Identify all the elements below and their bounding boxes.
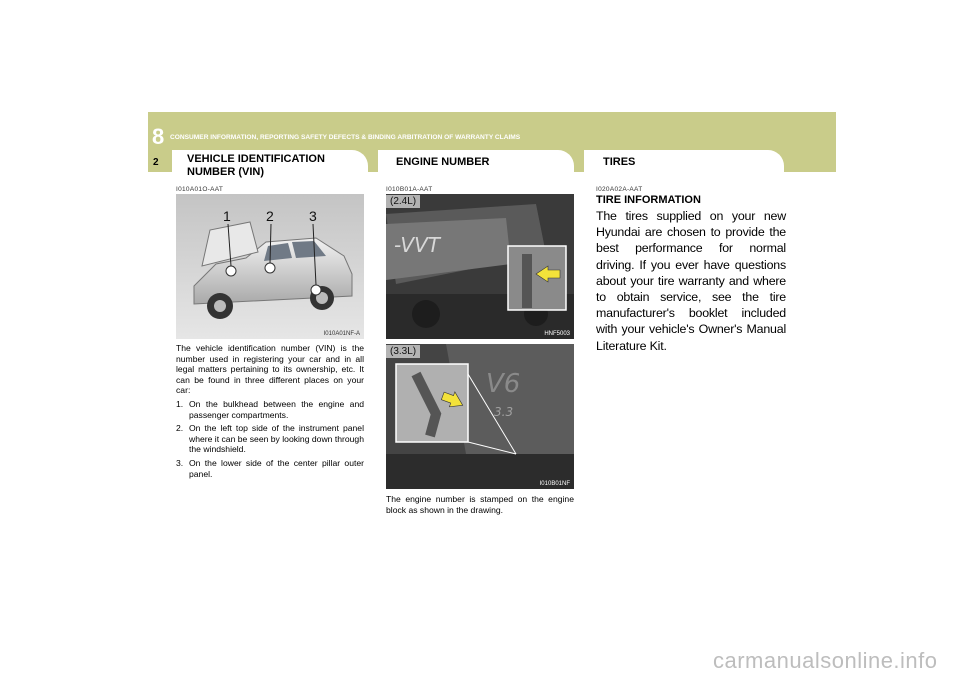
- tires-code: I020A02A-AAT: [596, 186, 643, 193]
- callout-1: 1: [223, 208, 231, 224]
- callout-2: 2: [266, 208, 274, 224]
- engine-33-image: [386, 344, 574, 489]
- list-number: 2.: [176, 423, 184, 434]
- engine-33-illustration: [386, 344, 574, 489]
- chapter-title: CONSUMER INFORMATION, REPORTING SAFETY DEFECTS & BINDING ARBITRATION OF WARRANTY CLAIMS: [170, 134, 521, 141]
- vin-title-line1: VEHICLE IDENTIFICATION: [187, 153, 325, 165]
- engine-title: ENGINE NUMBER: [396, 156, 490, 168]
- svg-text:V6: V6: [486, 369, 521, 399]
- vin-location-list: [176, 399, 364, 479]
- engine-description: The engine number is stamped on the engine block as shown in the drawing.: [386, 494, 574, 515]
- engine-33-caption: I010B01NF: [539, 481, 570, 487]
- engine-24-label: (2.4L): [386, 195, 420, 208]
- vin-image-caption: I010A01NF-A: [323, 331, 360, 337]
- list-text: On the lower side of the center pillar outer panel.: [189, 457, 364, 479]
- svg-text:3.3: 3.3: [494, 405, 514, 419]
- vin-description: [176, 343, 364, 479]
- vin-title-line2: NUMBER (VIN): [187, 166, 264, 178]
- list-item: [176, 458, 364, 479]
- page-number: 2: [153, 157, 159, 168]
- list-text: On the left top side of the instrument panel where it can be seen by looking down through the windshield.: [189, 423, 364, 455]
- list-item: [176, 399, 364, 420]
- engine-24-illustration: [386, 194, 574, 339]
- vin-title: [187, 153, 325, 179]
- tire-information-heading: TIRE INFORMATION: [596, 194, 701, 206]
- vin-code: I010A01O-AAT: [176, 186, 224, 193]
- engine-code: I010B01A-AAT: [386, 186, 433, 193]
- tire-information-body: The tires supplied on your new Hyundai are chosen to provide the best performance for normal driving. If you ever have questions about your tire warranty and where to obtain service, see the tire manufacturer's booklet included with your vehicle's Owner's Manual Literature Kit.: [596, 209, 786, 353]
- list-text: On the bulkhead between the engine and passenger compartments.: [189, 398, 364, 420]
- watermark: carmanualsonline.info: [713, 648, 938, 673]
- engine-33-label: (3.3L): [386, 345, 420, 358]
- list-number: 3.: [176, 457, 184, 468]
- list-number: 1.: [176, 398, 184, 409]
- list-item: [176, 423, 364, 455]
- vin-intro: The vehicle identification number (VIN) is the number used in registering your car and in all legal matters pertaining to its ownership, etc. It can be found in three different places on your car:: [176, 343, 364, 396]
- svg-text:-VVT: -VVT: [394, 233, 440, 257]
- tires-title: TIRES: [603, 156, 636, 168]
- vin-car-image: [176, 194, 364, 339]
- engine-24-caption: HNF5003: [544, 331, 570, 337]
- chapter-number: 8: [152, 124, 165, 149]
- callout-3: 3: [309, 208, 317, 224]
- engine-24-image: [386, 194, 574, 339]
